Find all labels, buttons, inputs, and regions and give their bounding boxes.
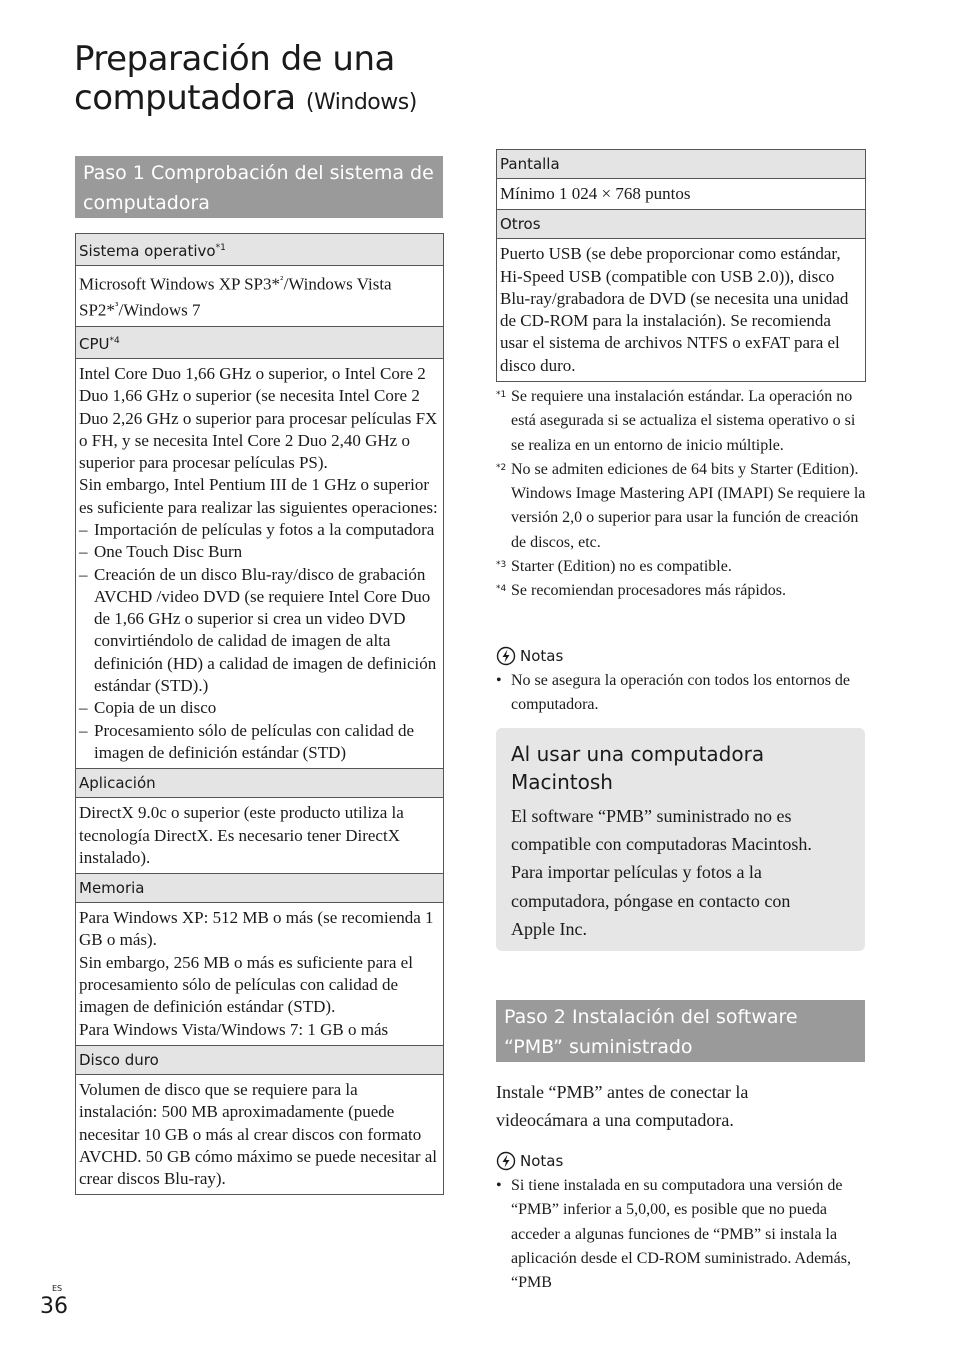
macintosh-body: El software “PMB” suministrado no es compatible con computadoras Macintosh. Para importar películas y fotos a la computadora, póngase en contacto con Apple Inc. xyxy=(511,806,812,939)
list-item: – Copia de un disco xyxy=(79,698,217,718)
list-item: – One Touch Disc Burn xyxy=(79,542,243,562)
requirements-table-right xyxy=(496,149,866,382)
os-body: Microsoft Windows XP SP3*$^{^2}$/Windows Vista SP2*$^{^3}$/Windows 7 xyxy=(76,265,443,326)
notes-header: Notas xyxy=(496,643,866,669)
macintosh-title: Al usar una computadora Macintosh xyxy=(511,742,765,794)
memory-body: Para Windows XP: 512 MB o más (se recomienda 1 GB o más). Sin embargo, 256 MB o más es suficiente para el procesamiento sólo de películas con calidad de imagen de definición estándar (STD). Para Windows Vista/Windows 7: 1 GB o más xyxy=(76,902,443,1045)
others-body: Puerto USB (se debe proporcionar como estándar, Hi-Speed USB (compatible con USB 2.0)), disco Blu-ray/grabadora de DVD (se necesita una unidad de CD-ROM para la instalación). Se recomienda usar el sistema de archivos NTFS o exFAT para el disco duro. xyxy=(497,238,865,381)
cpu-body xyxy=(76,358,443,768)
step1-header: Paso 1 Comprobación del sistema de computadora xyxy=(75,156,443,218)
footnote: *2 No se admiten ediciones de 64 bits y Starter (Edition). Windows Image Mastering API (IMAPI) Se requiere la versión 2,0 o superior para usar la función de creación de discos, etc. xyxy=(496,460,866,551)
install-instruction: Instale “PMB” antes de conectar la videocámara a una computadora. xyxy=(496,1082,749,1131)
app-header: Aplicación xyxy=(76,768,443,797)
os-header: Sistema operativo$^{*1}$ xyxy=(76,234,443,265)
language-code: ES xyxy=(52,1284,63,1293)
app-body: DirectX 9.0c o superior (este producto utiliza la tecnología DirectX. Es necesario tener DirectX instalado). xyxy=(76,797,443,873)
cpu-text: Intel Core Duo 1,66 GHz o superior, o Intel Core 2 Duo 1,66 GHz o superior (se necesita Intel Core 2 Duo 2,26 GHz o superior para procesar películas FX o FH, y se necesita Intel Core 2 Duo 2,40 GHz o superior para procesar películas PS). xyxy=(79,363,438,473)
list-item: – Creación de un disco Blu-ray/disco de grabación AVCHD /video DVD (se requiere Intel Core Duo de 1,66 GHz o superior si crea un video DVD convirtiéndolo de calidad de imagen de alta definición (HD) a calidad de imagen de definición estándar (STD).) xyxy=(79,564,437,696)
list-item: – Procesamiento sólo de películas con calidad de imagen de definición estándar (STD) xyxy=(79,720,415,762)
list-item: • No se asegura la operación con todos los entornos de computadora. xyxy=(496,672,851,714)
footnote: *1 Se requiere una instalación estándar. La operación no está asegurada si se actualiza el sistema operativo o si se realiza en un entorno de inicio múltiple. xyxy=(496,388,856,454)
list-item: – Importación de películas y fotos a la computadora xyxy=(79,519,435,539)
list-item: • Si tiene instalada en su computadora una versión de “PMB” inferior a 5,0,00, es posible que no pueda acceder a algunas funciones de “PMB” si instala la aplicación desde el CD-ROM suministrado. Además, “PMB xyxy=(496,1177,851,1292)
notes-1 xyxy=(496,643,866,718)
disk-header: Disco duro xyxy=(76,1045,443,1074)
notes-2 xyxy=(496,1148,866,1295)
screen-body: Mínimo 1 024 × 768 puntos xyxy=(497,178,865,209)
footnote: *4 Se recomiendan procesadores más rápidos. xyxy=(496,582,787,600)
requirements-table-left xyxy=(75,233,444,1195)
disk-body: Volumen de disco que se requiere para la instalación: 500 MB aproximadamente (puede necesitar 10 GB o más al crear discos con formato AVCHD. 50 GB cómo máximo se puede necesitar al crear discos Blu-ray). xyxy=(76,1074,443,1194)
step2-header: Paso 2 Instalación del software “PMB” suministrado xyxy=(496,1000,865,1062)
page-title xyxy=(74,40,634,122)
title-line-1: Preparación de una xyxy=(74,39,395,79)
caution-icon xyxy=(496,646,516,666)
macintosh-box xyxy=(496,728,865,951)
memory-header: Memoria xyxy=(76,873,443,902)
cpu-header: CPU$^{*4}$ xyxy=(76,326,443,358)
notes-header: Notas xyxy=(496,1148,866,1174)
screen-header: Pantalla xyxy=(497,150,865,178)
title-subtitle: (Windows) xyxy=(305,90,417,115)
caution-icon xyxy=(496,1151,516,1171)
others-header: Otros xyxy=(497,209,865,238)
cpu-text-2: Sin embargo, Intel Pentium III de 1 GHz o superior es suficiente para realizar las siguientes operaciones: xyxy=(79,475,438,517)
title-line-2: computadora xyxy=(74,78,296,118)
footnote: *3 Starter (Edition) no es compatible. xyxy=(496,558,732,576)
footnotes xyxy=(496,385,866,604)
page-number: 36 xyxy=(40,1294,68,1319)
